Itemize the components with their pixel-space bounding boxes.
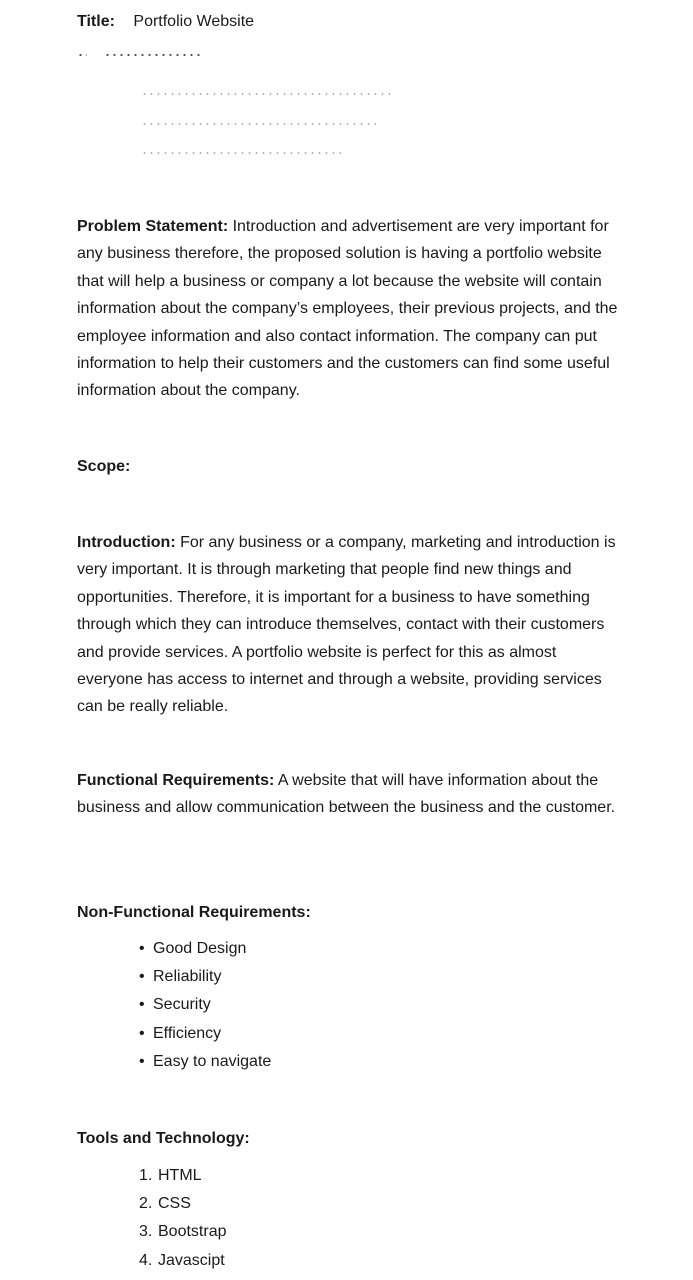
scope-heading: Scope: — [77, 458, 131, 475]
non-functional-requirements-list — [139, 935, 271, 1076]
functional-requirements-label: Functional Requirements: — [77, 772, 275, 789]
title-value: Portfolio Website — [133, 13, 255, 30]
tools-and-technology-list — [139, 1162, 226, 1275]
redacted-line — [104, 54, 204, 56]
bullet-icon: • — [139, 968, 145, 986]
list-item: 2. CSS — [139, 1195, 191, 1213]
list-item: • Good Design — [139, 935, 271, 963]
list-item: 3. Bootstrap — [139, 1223, 227, 1241]
list-item: • Easy to navigate — [139, 1048, 271, 1076]
redacted-line — [141, 93, 391, 95]
redacted-line — [77, 54, 87, 56]
introduction-text: For any business or a company, marketing and introduction is very important. It is through marketing that people find new things and opportunities. Therefore, it is important for a business to have something through which they can introduce themselves, contact with their customers and provide services. A portfolio website is perfect for this as almost everyone has access to internet and through a website, providing services can be really reliable. — [77, 534, 616, 716]
bullet-icon: • — [139, 940, 145, 957]
list-item: 4. Javascipt — [139, 1251, 225, 1269]
title-label: Title: — [77, 13, 115, 30]
bullet-icon: • — [139, 1052, 145, 1070]
redacted-line — [141, 152, 341, 154]
functional-requirements-paragraph — [77, 767, 622, 822]
problem-statement-paragraph — [77, 213, 622, 405]
list-item: • Reliability — [139, 963, 271, 991]
redacted-line — [141, 123, 376, 125]
non-functional-requirements-heading: Non-Functional Requirements: — [77, 904, 311, 921]
document-title — [77, 8, 254, 35]
list-item: • Security — [139, 991, 271, 1019]
bullet-icon: • — [139, 996, 145, 1014]
introduction-label: Introduction: — [77, 534, 176, 551]
problem-statement-text: Introduction and advertisement are very important for any business therefore, the proposed solution is having a portfolio website that will help a business or company a lot because the website will contain information about the company’s employees, their previous projects, and the employee information and also contact information. The company can put information to help their customers and the customers can find some useful information about the company. — [77, 218, 618, 400]
functional-requirements-text: A website that will have information about the business and allow communication between the business and the customer. — [77, 772, 616, 817]
tools-and-technology-heading: Tools and Technology: — [77, 1130, 250, 1147]
list-item: 1. HTML — [139, 1167, 202, 1184]
problem-statement-label: Problem Statement: — [77, 218, 229, 235]
bullet-icon: • — [139, 1024, 145, 1042]
list-item: • Efficiency — [139, 1020, 271, 1048]
introduction-paragraph — [77, 529, 622, 721]
